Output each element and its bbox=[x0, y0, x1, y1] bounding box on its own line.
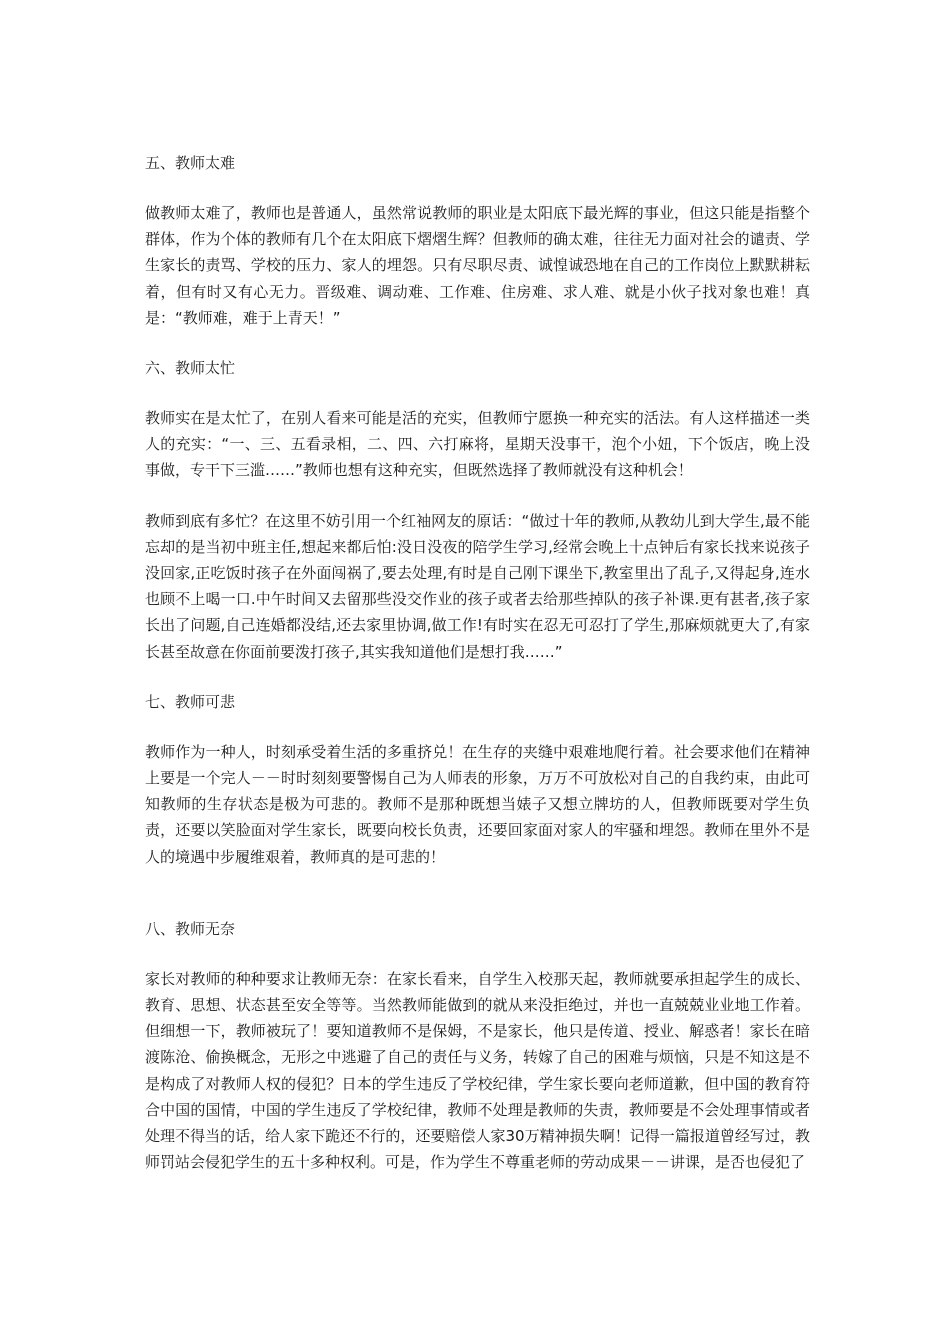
document-body bbox=[145, 150, 810, 1175]
section-8-paragraph-1: 家长对教师的种种要求让教师无奈：在家长看来，自学生入校那天起，教师就要承担起学生的成长、教育、思想、状态甚至安全等等。当然教师能做到的就从来没拒绝过，并也一直兢兢业业地工作着。但细想一下，教师被玩了！要知道教师不是保姆，不是家长，他只是传道、授业、解惑者！家长在暗渡陈沧、偷换概念，无形之中逃避了自己的责任与义务，转嫁了自己的困难与烦恼，只是不知这是不是构成了对教师人权的侵犯？日本的学生违反了学校纪律，学生家长要向老师道歉，但中国的教育符合中国的国情，中国的学生违反了学校纪律，教师不处理是教师的失责，教师要是不会处理事情或者处理不得当的话，给人家下跪还不行的，还要赔偿人家30万精神损失啊！记得一篇报道曾经写过，教师罚站会侵犯学生的五十多种权利。可是，作为学生不尊重老师的劳动成果－－讲课，是否也侵犯了 bbox=[145, 969, 810, 1172]
section-heading-8: 八、教师无奈 bbox=[145, 919, 236, 938]
section-7-paragraph-1: 教师作为一种人，时刻承受着生活的多重挤兑！在生存的夹缝中艰难地爬行着。社会要求他们在精神上要是一个完人－－时时刻刻要警惕自己为人师表的形象，万万不可放松对自己的自我约束，由此可知教师的生存状态是极为可悲的。教师不是那种既想当婊子又想立牌坊的人，但教师既要对学生负责，还要以笑脸面对学生家长，既要向校长负责，还要回家面对家人的牢骚和埋怨。教师在里外不是人的境遇中步履维艰着，教师真的是可悲的！ bbox=[145, 742, 810, 866]
section-heading-7: 七、教师可悲 bbox=[145, 692, 236, 711]
section-5-paragraph-1: 做教师太难了，教师也是普通人，虽然常说教师的职业是太阳底下最光辉的事业，但这只能是指整个群体，作为个体的教师有几个在太阳底下熠熠生辉？但教师的确太难，往往无力面对社会的谴责、学生家长的责骂、学校的压力、家人的埋怨。只有尽职尽责、诚惶诚恐地在自己的工作岗位上默默耕耘着，但有时又有心无力。晋级难、调动难、工作难、住房难、求人难、就是小伙子找对象也难！真是：“教师难，难于上青天！” bbox=[145, 204, 810, 327]
section-heading-6: 六、教师太忙 bbox=[145, 359, 236, 378]
section-6-paragraph-2: 教师到底有多忙？在这里不妨引用一个红袖网友的原话：“做过十年的教师,从教幼儿到大学生,最不能忘却的是当初中班主任,想起来都后怕:没日没夜的陪学生学习,经常会晚上十点钟后有家长找来说孩子没回家,正吃饭时孩子在外面闯祸了,要去处理,有时是自己刚下课坐下,教室里出了乱子,又得起身,连水也顾不上喝一口.中午时间又去留那些没交作业的孩子或者去给那些掉队的孩子补课.更有甚者,孩子家长出了问题,自己连婚都没结,还去家里协调,做工作!有时实在忍无可忍打了学生,那麻烦就更大了,有家长甚至故意在你面前要泼打孩子,其实我知道他们是想打我……” bbox=[145, 511, 810, 661]
section-6-paragraph-1: 教师实在是太忙了，在别人看来可能是活的充实，但教师宁愿换一种充实的活法。有人这样描述一类人的充实：“一、三、五看录相，二、四、六打麻将，星期天没事干，泡个小妞，下个饭店，晚上没事做，专干下三滥……”教师也想有这种充实，但既然选择了教师就没有这种机会！ bbox=[145, 409, 810, 480]
section-heading-5: 五、教师太难 bbox=[145, 154, 236, 172]
